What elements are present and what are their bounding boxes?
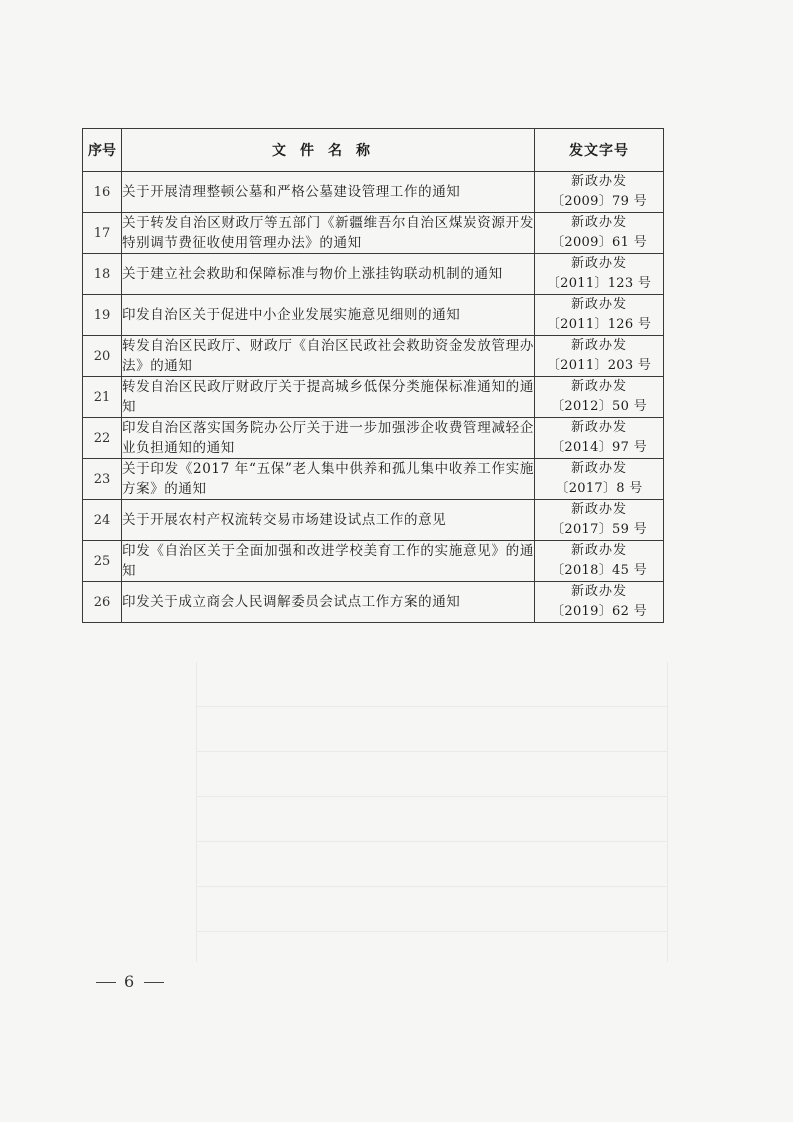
row-document-name: 印发自治区关于促进中小企业发展实施意见细则的通知 bbox=[122, 295, 535, 336]
row-serial-number: 17 bbox=[83, 213, 122, 254]
doc-number-prefix: 新政办发 bbox=[570, 256, 627, 271]
row-serial-number: 16 bbox=[83, 172, 122, 213]
doc-number-prefix: 新政办发 bbox=[570, 174, 627, 189]
row-serial-number: 23 bbox=[83, 459, 122, 500]
row-document-number bbox=[535, 336, 664, 377]
row-serial-number: 18 bbox=[83, 254, 122, 295]
row-document-number bbox=[535, 418, 664, 459]
page-number-dash-right bbox=[144, 982, 164, 983]
table-row bbox=[83, 500, 664, 541]
doc-number-prefix: 新政办发 bbox=[570, 543, 627, 558]
doc-number-year: 〔2017〕59 号 bbox=[551, 522, 647, 537]
row-serial-number: 19 bbox=[83, 295, 122, 336]
doc-number-year: 〔2011〕126 号 bbox=[546, 317, 652, 332]
header-document-name: 文件名称 bbox=[122, 129, 535, 172]
doc-number-year: 〔2019〕62 号 bbox=[551, 604, 647, 619]
row-document-number bbox=[535, 377, 664, 418]
doc-number-prefix: 新政办发 bbox=[570, 297, 627, 312]
doc-number-prefix: 新政办发 bbox=[570, 379, 627, 394]
row-document-name: 关于转发自治区财政厅等五部门《新疆维吾尔自治区煤炭资源开发特别调节费征收使用管理办法》的通知 bbox=[122, 213, 535, 254]
doc-number-prefix: 新政办发 bbox=[570, 338, 627, 353]
table-row bbox=[83, 582, 664, 623]
table-row bbox=[83, 418, 664, 459]
row-document-name: 关于建立社会救助和保障标准与物价上涨挂钩联动机制的通知 bbox=[122, 254, 535, 295]
row-document-number bbox=[535, 459, 664, 500]
row-document-number bbox=[535, 541, 664, 582]
page-number-value: 6 bbox=[124, 972, 137, 991]
page-number bbox=[88, 972, 172, 991]
doc-number-prefix: 新政办发 bbox=[570, 215, 627, 230]
table-row bbox=[83, 377, 664, 418]
doc-number-year: 〔2011〕123 号 bbox=[546, 276, 652, 291]
table-row bbox=[83, 172, 664, 213]
table-row bbox=[83, 213, 664, 254]
doc-number-prefix: 新政办发 bbox=[570, 420, 627, 435]
row-serial-number: 25 bbox=[83, 541, 122, 582]
row-serial-number: 22 bbox=[83, 418, 122, 459]
doc-number-year: 〔2014〕97 号 bbox=[551, 440, 647, 455]
document-list-table bbox=[82, 128, 664, 623]
row-document-name: 印发关于成立商会人民调解委员会试点工作方案的通知 bbox=[122, 582, 535, 623]
doc-number-prefix: 新政办发 bbox=[570, 584, 627, 599]
row-document-number bbox=[535, 500, 664, 541]
page-number-dash-left bbox=[96, 982, 116, 983]
table-row bbox=[83, 336, 664, 377]
table-header-row bbox=[83, 129, 664, 172]
row-document-name: 关于开展农村产权流转交易市场建设试点工作的意见 bbox=[122, 500, 535, 541]
row-document-number bbox=[535, 254, 664, 295]
row-serial-number: 21 bbox=[83, 377, 122, 418]
row-document-name: 转发自治区民政厅、财政厅《自治区民政社会救助资金发放管理办法》的通知 bbox=[122, 336, 535, 377]
table-row bbox=[83, 254, 664, 295]
doc-number-prefix: 新政办发 bbox=[570, 502, 627, 517]
row-serial-number: 20 bbox=[83, 336, 122, 377]
doc-number-prefix: 新政办发 bbox=[570, 461, 627, 476]
doc-number-year: 〔2009〕79 号 bbox=[551, 194, 647, 209]
row-document-name: 转发自治区民政厅财政厅关于提高城乡低保分类施保标准通知的通知 bbox=[122, 377, 535, 418]
row-document-name: 印发自治区落实国务院办公厅关于进一步加强涉企收费管理减轻企业负担通知的通知 bbox=[122, 418, 535, 459]
doc-number-year: 〔2011〕203 号 bbox=[546, 358, 652, 373]
row-document-name: 关于开展清理整顿公墓和严格公墓建设管理工作的通知 bbox=[122, 172, 535, 213]
table-row bbox=[83, 295, 664, 336]
row-document-name: 关于印发《2017 年“五保”老人集中供养和孤儿集中收养工作实施方案》的通知 bbox=[122, 459, 535, 500]
doc-number-year: 〔2012〕50 号 bbox=[551, 399, 647, 414]
row-document-name: 印发《自治区关于全面加强和改进学校美育工作的实施意见》的通知 bbox=[122, 541, 535, 582]
header-serial-number: 序号 bbox=[83, 129, 122, 172]
row-document-number bbox=[535, 295, 664, 336]
row-serial-number: 26 bbox=[83, 582, 122, 623]
doc-number-year: 〔2018〕45 号 bbox=[551, 563, 647, 578]
row-serial-number: 24 bbox=[83, 500, 122, 541]
header-document-number: 发文字号 bbox=[535, 129, 664, 172]
doc-number-year: 〔2009〕61 号 bbox=[551, 235, 647, 250]
row-document-number bbox=[535, 582, 664, 623]
row-document-number bbox=[535, 213, 664, 254]
doc-number-year: 〔2017〕8 号 bbox=[555, 481, 643, 496]
table-row bbox=[83, 541, 664, 582]
row-document-number bbox=[535, 172, 664, 213]
table-row bbox=[83, 459, 664, 500]
bleed-through-shadow bbox=[196, 662, 668, 962]
